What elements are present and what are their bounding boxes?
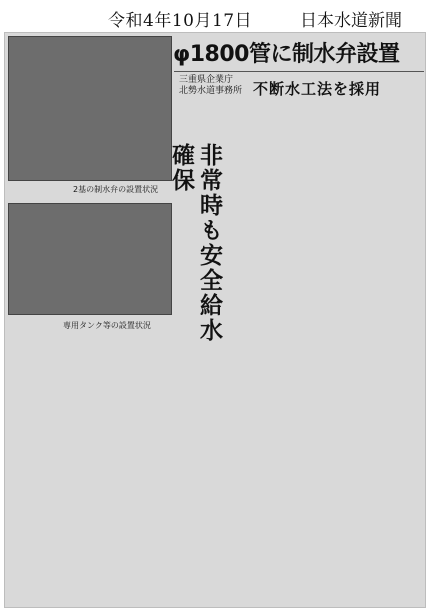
article-subheadline: 不断水工法を採用	[253, 80, 382, 98]
newspaper-name: 日本水道新聞	[300, 11, 402, 31]
article-body-text	[219, 103, 425, 333]
article-body-text	[9, 333, 423, 605]
photo-caption: 2基の制水弁の設置状況	[73, 185, 159, 194]
photo-caption: 専用タンク等の設置状況	[63, 321, 151, 330]
publication-date: 令和4年10月17日	[108, 11, 253, 31]
article-headline: φ1800管に制水弁設置	[173, 42, 400, 67]
article-organization: 三重県企業庁 北勢水道事務所	[179, 75, 243, 96]
photo-valve-installation	[8, 36, 172, 181]
page-header	[0, 0, 428, 30]
headline-divider	[174, 71, 424, 72]
vertical-headline: 非常時も安全給水確保	[168, 143, 222, 343]
article-clipping	[4, 32, 426, 608]
photo-tank-installation	[8, 203, 172, 315]
